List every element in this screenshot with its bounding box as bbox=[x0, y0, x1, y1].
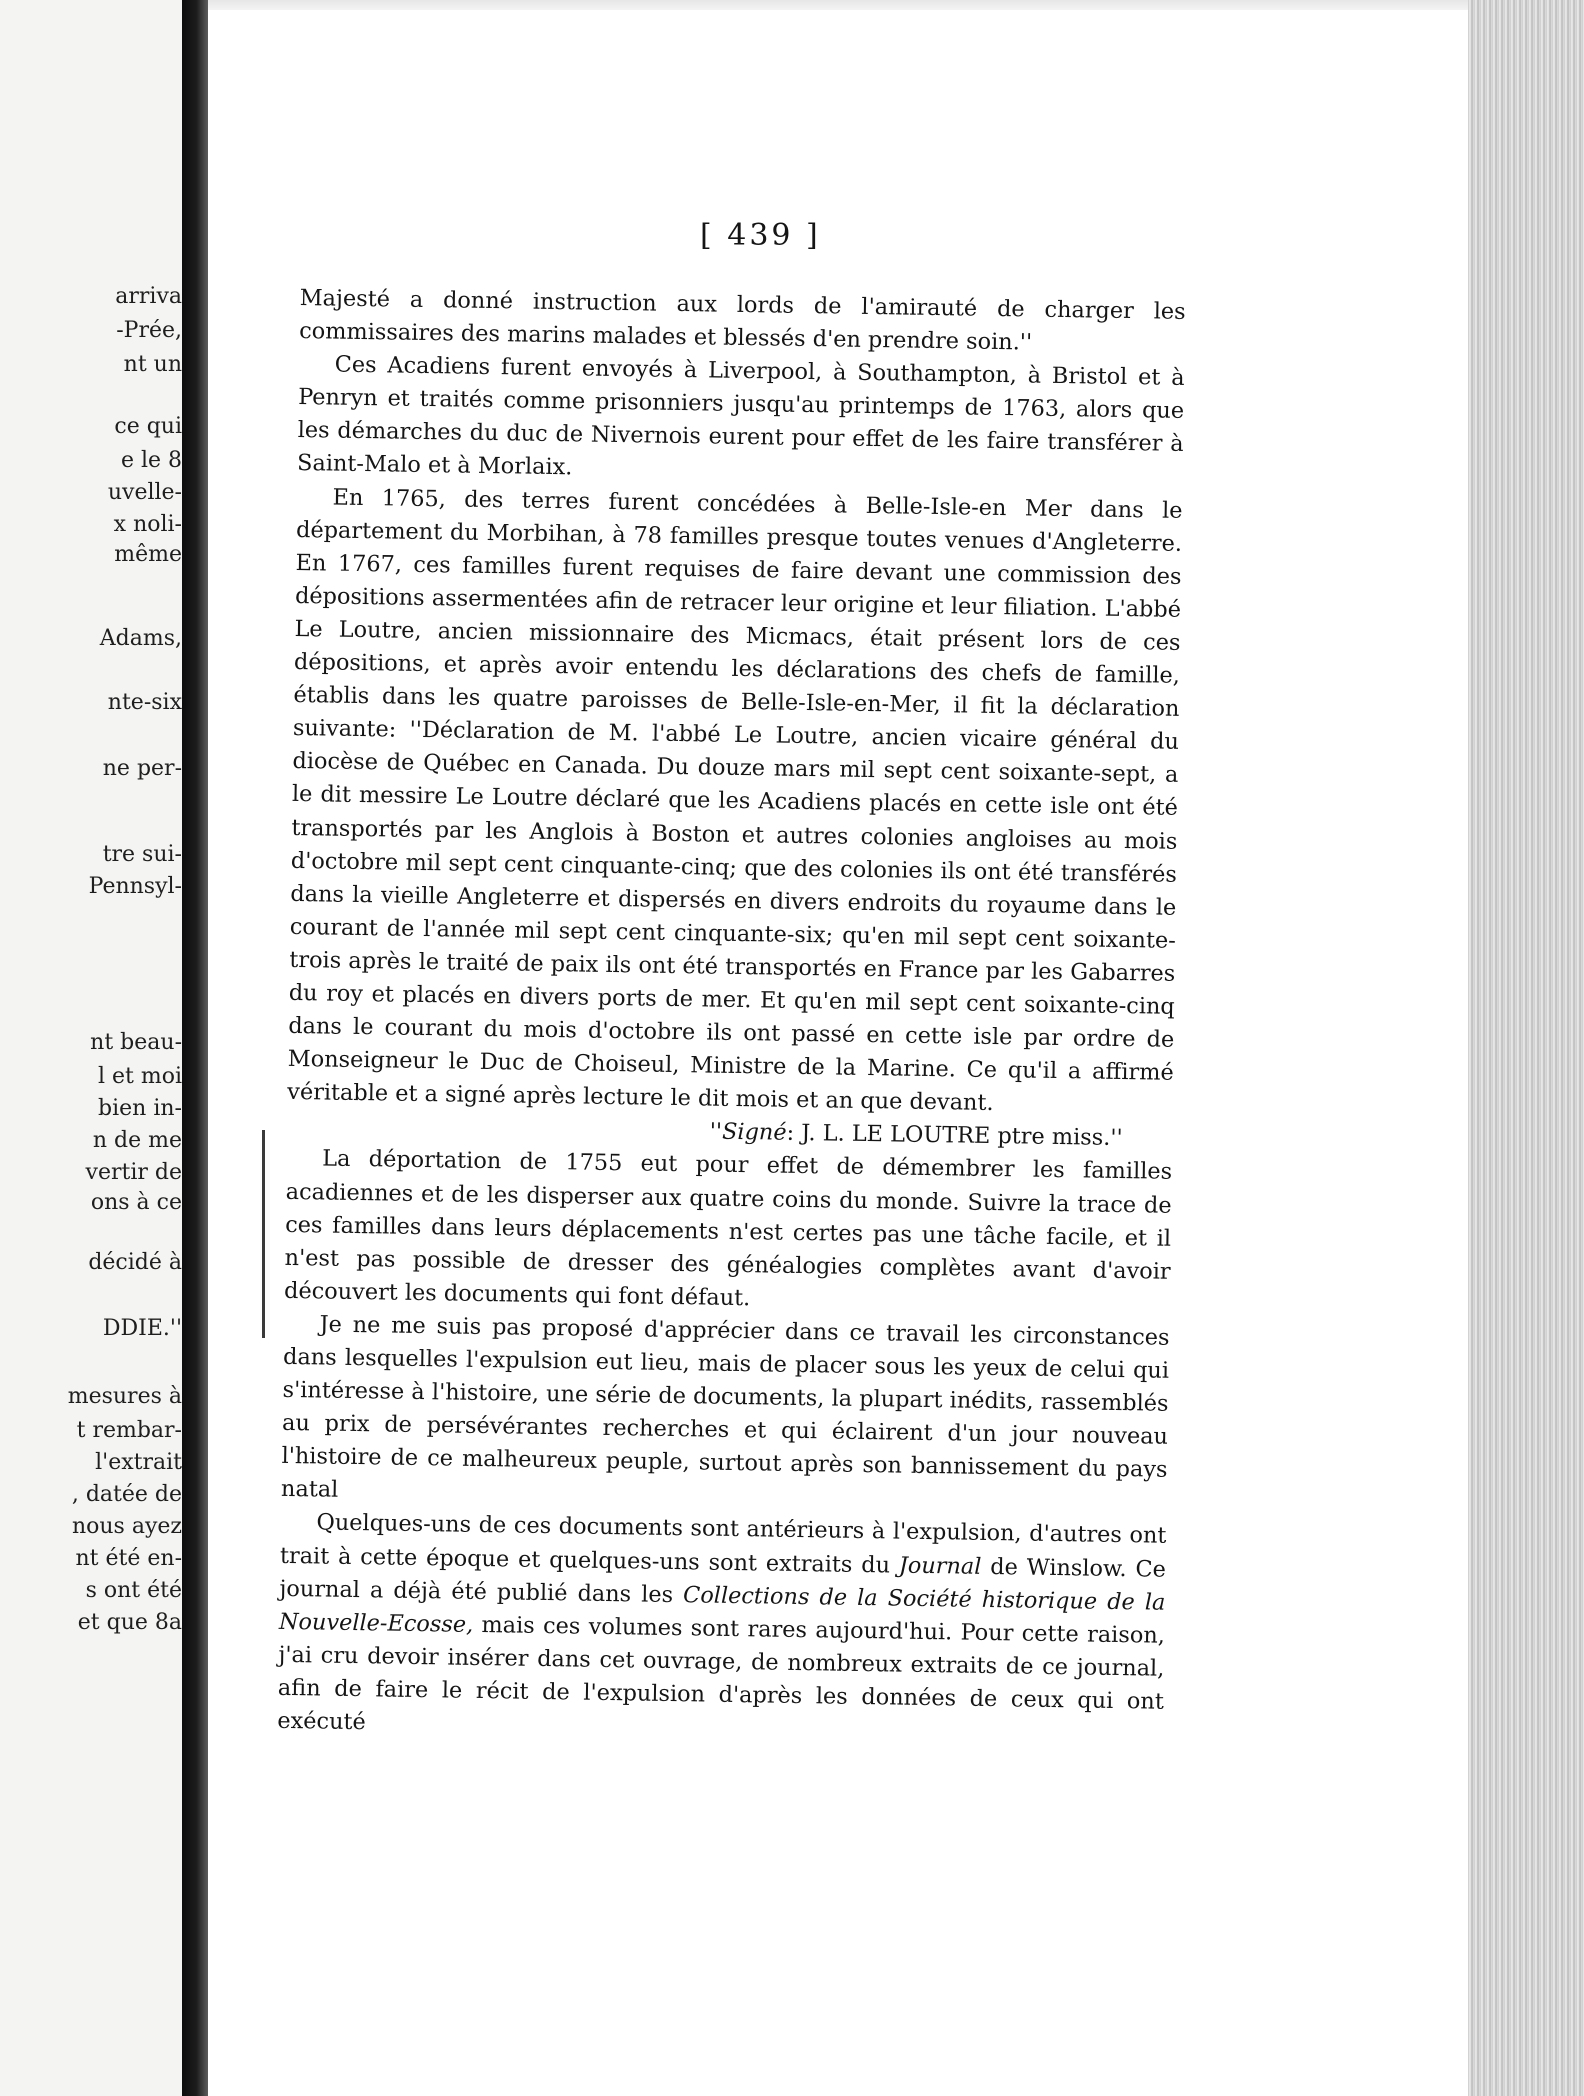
page-edges bbox=[1468, 0, 1584, 2096]
left-fragment: uvelle- bbox=[107, 480, 182, 505]
left-fragment: e le 8 bbox=[120, 448, 182, 473]
signature-open-quote: '' bbox=[709, 1118, 723, 1146]
paragraph: En 1765, des terres furent concédées à Belle-Isle-en Mer dans le département du Morbihan, à 78 familles presque toutes venues d'Angleterre. En 1767, ces familles furent requises de faire devant une commission des dépositions assermentées afin de retracer leur origine et leur filiation. L'abbé Le Loutre, ancien missionnaire des Micmacs, était présent lors de ces dépositions, et après avoir entendu les déclarations des chefs de famille, établis dans les quatre paroisses de Belle-Isle-en-Mer, il fit la déclaration suivante: ''Déclaration de M. l'abbé Le Loutre, ancien vicaire général du diocèse de Québec en Canada. Du douze mars mil sept cent soixante-sept, a le dit messire Le Loutre déclaré que les Acadiens placés en cette isle ont été transportés par les Anglois à Boston et autres colonies angloises au mois d'octobre mil sept cent cinquante-cinq; que des colonies ils ont été transférés dans la vieille Angleterre et dispersés en divers endroits du royaume dans le courant de l'année mil sept cent cinquante-six; qu'en mil sept cent soixante-trois après le traité de paix ils ont été transportés en France par les Gabarres du roy et placés en divers ports de mer. Et qu'en mil sept cent soixante-cinq dans le courant du mois d'octobre ils ont passé en cette isle par ordre de Monseigneur le Duc de Choiseul, Ministre de la Marine. Ce qu'il a affirmé véritable et a signé après lecture le dit mois et an que devant. bbox=[287, 484, 1183, 1117]
left-fragment: arriva bbox=[115, 284, 182, 309]
signature-name: : J. L. LE LOUTRE ptre miss.'' bbox=[786, 1120, 1123, 1152]
text-span: mais ces volumes sont rares aujourd'hui. Pour cette raison, j'ai cru devoir insérer dans cet ouvrage, de nombreux extraits de ce journal, afin de faire le récit de l'expulsion d'après les données de ceux qui ont exécuté bbox=[277, 1611, 1166, 1736]
left-fragment: Adams, bbox=[99, 626, 182, 651]
left-fragment: tre sui- bbox=[102, 842, 182, 867]
left-fragment: n de me bbox=[92, 1128, 182, 1153]
paragraph: La déportation de 1755 eut pour effet de démembrer les familles acadiennes et de les disperser aux quatre coins du monde. Suivre la trace de ces familles dans leurs déplacements n'est certes pas une tâche facile, et il n'est pas possible de dresser des généalogies complètes avant d'avoir découvert les documents qui font défaut. bbox=[283, 1145, 1173, 1312]
text-span: de Winslow. Ce journal a déjà été publié dans les bbox=[279, 1553, 1167, 1608]
left-fragment: l'extrait bbox=[95, 1450, 182, 1475]
left-fragment: t rembar- bbox=[76, 1418, 182, 1443]
journal-title: Journal bbox=[898, 1552, 982, 1580]
left-fragment: mesures à bbox=[67, 1384, 182, 1409]
left-fragment: nous ayez bbox=[71, 1514, 182, 1539]
left-fragment: s ont été bbox=[85, 1578, 182, 1603]
left-fragment: nte-six bbox=[107, 690, 182, 715]
left-fragment: ons à ce bbox=[90, 1190, 182, 1215]
left-fragment: DDIE.'' bbox=[102, 1316, 182, 1341]
left-fragment: même bbox=[114, 542, 182, 567]
left-fragment: l et moi bbox=[97, 1064, 182, 1089]
paragraph: Majesté a donné instruction aux lords de l'amirauté de charger les commissaires des marins malades et blessés d'en prendre soin.'' bbox=[299, 284, 1186, 356]
left-fragment: ce qui bbox=[114, 414, 182, 439]
collections-title: Collections de la Société historique de la Nouvelle-Ecosse, bbox=[278, 1581, 1166, 1638]
paragraph bbox=[277, 1506, 1167, 1752]
left-fragment: nt un bbox=[123, 352, 182, 377]
text-span: Quelques-uns de ces documents sont antérieurs à l'expulsion, d'autres ont trait à cette époque et quelques-uns sont extraits du bbox=[279, 1509, 1167, 1579]
left-fragment: ne per- bbox=[102, 756, 182, 781]
left-fragment: vertir de bbox=[85, 1160, 182, 1185]
left-fragment: , datée de bbox=[71, 1482, 182, 1507]
book-gutter bbox=[182, 0, 208, 2096]
left-fragment: et que 8a bbox=[77, 1610, 182, 1635]
left-fragment: -Prée, bbox=[116, 318, 182, 343]
left-fragment: nt été en- bbox=[75, 1546, 182, 1571]
left-fragment: décidé à bbox=[88, 1250, 182, 1275]
paragraph: Ces Acadiens furent envoyés à Liverpool, à Southampton, à Bristol et à Penryn et traités comme prisonniers jusqu'au printemps de 1763, alors que les démarches du duc de Nivernois eurent pour effet de les faire transférer à Saint-Malo et à Morlaix. bbox=[296, 351, 1185, 481]
left-fragment: bien in- bbox=[98, 1096, 182, 1121]
left-fragment: x noli- bbox=[113, 512, 182, 537]
paragraph: Je ne me suis pas proposé d'apprécier dans ce travail les circonstances dans lesquelles l'expulsion eut lieu, mais de placer sous les yeux de celui qui s'intéresse à l'histoire, une série de documents, la plupart inédits, rassemblés au prix de persévérantes recherches et qui éclairent d'un jour nouveau l'histoire de ce malheureux peuple, surtout après son bannissement du pays natal bbox=[280, 1311, 1170, 1504]
margin-line bbox=[262, 1130, 265, 1338]
signature-label: Signé bbox=[721, 1119, 787, 1147]
left-fragment: nt beau- bbox=[90, 1030, 182, 1055]
main-text bbox=[277, 282, 1186, 1752]
left-fragment: Pennsyl- bbox=[88, 874, 182, 899]
page-number: [ 439 ] bbox=[700, 218, 821, 253]
left-page bbox=[0, 0, 190, 2096]
